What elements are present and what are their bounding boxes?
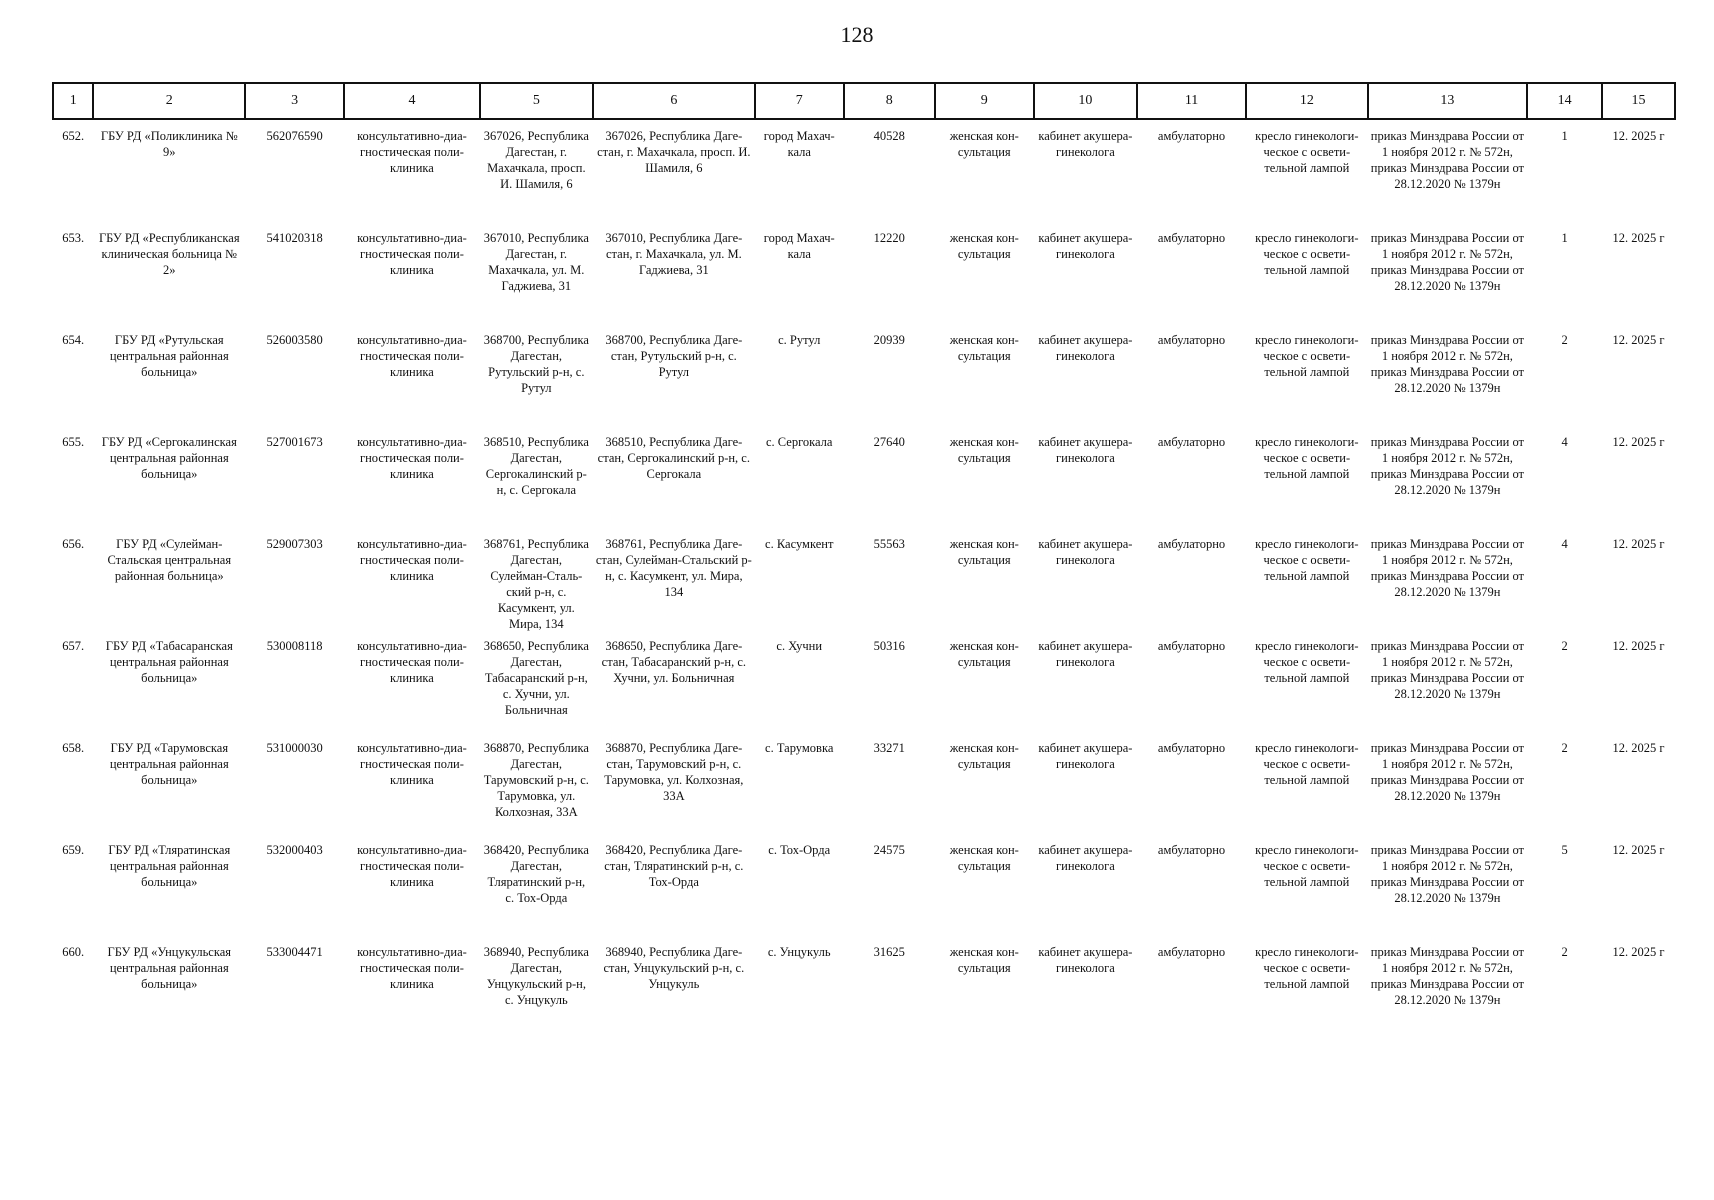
equipment-name: кресло гинекологическое с осветительной лампой (1255, 843, 1359, 889)
locality: с. Сергокала (765, 435, 833, 449)
locality: с. Тох-Орда (768, 843, 831, 857)
room-type: кабинет акушера-гинеколога (1038, 741, 1133, 771)
actual-address: 368650, Республика Дагестан, Табасаранский р-н, с. Хучни, ул. Больничная (601, 639, 746, 685)
actual-address: 368761, Республика Дагестан, Сулейман-Стальский р-н, с. Касумкент, ул. Мира, 134 (595, 537, 752, 599)
column-header: 13 (1368, 83, 1528, 119)
row-number: 655. (62, 435, 85, 449)
organization-name: ГБУ РД «Сергокалинская центральная районная больница» (101, 435, 237, 481)
department: женская консультация (949, 435, 1019, 465)
legal-address: 367026, Республика Дагестан, г. Махачкала, просп. И. Шамиля, 6 (483, 129, 589, 191)
equipment-quantity: 4 (1561, 537, 1568, 551)
registry-body (53, 119, 1675, 1040)
department: женская консультация (949, 333, 1019, 363)
population-count: 27640 (873, 435, 905, 449)
regulatory-order: приказ Минздрава России от 1 ноября 2012 г. № 572н, приказ Минздрава России от 28.12.2020 № 1379н (1370, 639, 1524, 701)
population-count: 55563 (873, 537, 905, 551)
delivery-date: 12. 2025 г (1612, 333, 1665, 347)
equipment-name: кресло гинекологическое с осветительной лампой (1255, 231, 1359, 277)
equipment-name: кресло гинекологическое с осветительной лампой (1255, 435, 1359, 481)
department: женская консультация (949, 945, 1019, 975)
actual-address: 367026, Республика Дагестан, г. Махачкала, просп. И. Шамиля, 6 (597, 129, 751, 175)
equipment-name: кресло гинекологическое с осветительной лампой (1255, 741, 1359, 787)
row-number: 657. (62, 639, 85, 653)
row-number: 660. (62, 945, 85, 959)
column-header: 14 (1527, 83, 1602, 119)
table-row (53, 119, 1675, 224)
column-header: 10 (1034, 83, 1137, 119)
equipment-quantity: 2 (1561, 741, 1568, 755)
care-form: амбулаторно (1157, 741, 1226, 755)
department: женская консультация (949, 741, 1019, 771)
row-number: 654. (62, 333, 85, 347)
equipment-name: кресло гинекологическое с осветительной лампой (1255, 945, 1359, 991)
legal-address: 368870, Республика Дагестан, Тарумовский р-н, с. Тарумовка, ул. Колхозная, 33А (483, 741, 589, 819)
actual-address: 368870, Республика Дагестан, Тарумовский р-н, с. Тарумовка, ул. Колхозная, 33А (604, 741, 744, 803)
facility-type: консультативно-диагностическая поликлиника (357, 231, 467, 277)
column-header: 6 (593, 83, 755, 119)
actual-address: 368510, Республика Дагестан, Сергокалинский р-н, с. Сергокала (597, 435, 750, 481)
organization-name: ГБУ РД «Рутульская центральная районная больница» (109, 333, 229, 379)
delivery-date: 12. 2025 г (1612, 843, 1665, 857)
facility-type: консультативно-диагностическая поликлиника (357, 537, 467, 583)
care-form: амбулаторно (1157, 333, 1226, 347)
equipment-quantity: 2 (1561, 639, 1568, 653)
room-type: кабинет акушера-гинеколога (1038, 435, 1133, 465)
column-header: 2 (93, 83, 245, 119)
column-header: 4 (344, 83, 480, 119)
regulatory-order: приказ Минздрава России от 1 ноября 2012 г. № 572н, приказ Минздрава России от 28.12.2020 № 1379н (1370, 741, 1524, 803)
column-header: 5 (480, 83, 593, 119)
care-form: амбулаторно (1157, 537, 1226, 551)
actual-address: 368700, Республика Дагестан, Рутульский р-н, с. Рутул (605, 333, 743, 379)
locality: город Махачкала (763, 129, 835, 159)
table-row (53, 938, 1675, 1040)
population-count: 31625 (873, 945, 905, 959)
room-type: кабинет акушера-гинеколога (1038, 639, 1133, 669)
organization-code: 526003580 (266, 333, 323, 347)
population-count: 40528 (873, 129, 905, 143)
row-number: 653. (62, 231, 85, 245)
table-row (53, 326, 1675, 428)
column-header: 11 (1137, 83, 1246, 119)
care-form: амбулаторно (1157, 945, 1226, 959)
room-type: кабинет акушера-гинеколога (1038, 129, 1133, 159)
regulatory-order: приказ Минздрава России от 1 ноября 2012 г. № 572н, приказ Минздрава России от 28.12.2020 № 1379н (1370, 333, 1524, 395)
delivery-date: 12. 2025 г (1612, 537, 1665, 551)
legal-address: 368420, Республика Дагестан, Тляратинский р-н, с. Тох-Орда (483, 843, 589, 905)
delivery-date: 12. 2025 г (1612, 231, 1665, 245)
regulatory-order: приказ Минздрава России от 1 ноября 2012 г. № 572н, приказ Минздрава России от 28.12.2020 № 1379н (1370, 231, 1524, 293)
organization-code: 530008118 (266, 639, 323, 653)
department: женская консультация (949, 231, 1019, 261)
table-row (53, 428, 1675, 530)
organization-name: ГБУ РД «Тляратинская центральная районная больница» (108, 843, 231, 889)
organization-code: 531000030 (266, 741, 323, 755)
population-count: 12220 (873, 231, 905, 245)
facility-type: консультативно-диагностическая поликлиника (357, 741, 467, 787)
equipment-name: кресло гинекологическое с осветительной лампой (1255, 129, 1359, 175)
population-count: 50316 (873, 639, 905, 653)
room-type: кабинет акушера-гинеколога (1038, 333, 1133, 363)
organization-code: 541020318 (266, 231, 323, 245)
equipment-name: кресло гинекологическое с осветительной лампой (1255, 639, 1359, 685)
delivery-date: 12. 2025 г (1612, 435, 1665, 449)
column-header: 8 (844, 83, 935, 119)
population-count: 33271 (873, 741, 905, 755)
care-form: амбулаторно (1157, 231, 1226, 245)
organization-name: ГБУ РД «Тарумовская центральная районная больница» (109, 741, 229, 787)
organization-name: ГБУ РД «Республиканская клиническая больница № 2» (98, 231, 240, 277)
locality: с. Тарумовка (765, 741, 834, 755)
organization-name: ГБУ РД «Сулейман-Стальская центральная районная больница» (107, 537, 232, 583)
column-header: 9 (935, 83, 1034, 119)
column-header: 15 (1602, 83, 1675, 119)
regulatory-order: приказ Минздрава России от 1 ноября 2012 г. № 572н, приказ Минздрава России от 28.12.2020 № 1379н (1370, 843, 1524, 905)
equipment-quantity: 5 (1561, 843, 1568, 857)
actual-address: 368940, Республика Дагестан, Унцукульский р-н, с. Унцукуль (603, 945, 745, 991)
column-header: 7 (755, 83, 844, 119)
room-type: кабинет акушера-гинеколога (1038, 231, 1133, 261)
equipment-quantity: 2 (1561, 945, 1568, 959)
department: женская консультация (949, 129, 1019, 159)
equipment-quantity: 2 (1561, 333, 1568, 347)
locality: с. Хучни (776, 639, 823, 653)
facility-type: консультативно-диагностическая поликлиника (357, 129, 467, 175)
room-type: кабинет акушера-гинеколога (1038, 945, 1133, 975)
locality: город Махачкала (763, 231, 835, 261)
care-form: амбулаторно (1157, 639, 1226, 653)
table-row (53, 224, 1675, 326)
regulatory-order: приказ Минздрава России от 1 ноября 2012 г. № 572н, приказ Минздрава России от 28.12.2020 № 1379н (1370, 537, 1524, 599)
population-count: 20939 (873, 333, 905, 347)
legal-address: 368650, Республика Дагестан, Табасаранский р-н, с. Хучни, ул. Больничная (483, 639, 589, 717)
facility-type: консультативно-диагностическая поликлиника (357, 843, 467, 889)
legal-address: 368761, Республика Дагестан, Сулейман-Стальский р-н, с. Касумкент, ул. Мира, 134 (483, 537, 589, 631)
equipment-quantity: 1 (1561, 231, 1568, 245)
row-number: 659. (62, 843, 85, 857)
organization-code: 562076590 (266, 129, 323, 143)
equipment-name: кресло гинекологическое с осветительной лампой (1255, 537, 1359, 583)
facility-type: консультативно-диагностическая поликлиника (357, 639, 467, 685)
organization-code: 527001673 (266, 435, 323, 449)
table-row (53, 836, 1675, 938)
actual-address: 367010, Республика Дагестан, г. Махачкала, ул. М. Гаджиева, 31 (605, 231, 743, 277)
equipment-quantity: 1 (1561, 129, 1568, 143)
regulatory-order: приказ Минздрава России от 1 ноября 2012 г. № 572н, приказ Минздрава России от 28.12.2020 № 1379н (1370, 129, 1524, 191)
organization-code: 529007303 (266, 537, 323, 551)
organization-code: 532000403 (266, 843, 323, 857)
organization-name: ГБУ РД «Унцукульская центральная районная больница» (107, 945, 232, 991)
equipment-quantity: 4 (1561, 435, 1568, 449)
row-number: 658. (62, 741, 85, 755)
department: женская консультация (949, 537, 1019, 567)
legal-address: 368700, Республика Дагестан, Рутульский р-н, с. Рутул (483, 333, 589, 395)
delivery-date: 12. 2025 г (1612, 741, 1665, 755)
table-row (53, 632, 1675, 734)
organization-name: ГБУ РД «Поликлиника № 9» (100, 129, 238, 159)
column-header: 3 (245, 83, 344, 119)
delivery-date: 12. 2025 г (1612, 129, 1665, 143)
organization-code: 533004471 (266, 945, 323, 959)
delivery-date: 12. 2025 г (1612, 639, 1665, 653)
room-type: кабинет акушера-гинеколога (1038, 843, 1133, 873)
column-header: 12 (1246, 83, 1367, 119)
population-count: 24575 (873, 843, 905, 857)
column-header: 1 (53, 83, 93, 119)
actual-address: 368420, Республика Дагестан, Тляратинский р-н, с. Тох-Орда (604, 843, 744, 889)
legal-address: 367010, Республика Дагестан, г. Махачкала, ул. М. Гаджиева, 31 (483, 231, 589, 293)
organization-name: ГБУ РД «Табасаранская центральная районная больница» (105, 639, 233, 685)
equipment-name: кресло гинекологическое с осветительной лампой (1255, 333, 1359, 379)
care-form: амбулаторно (1157, 435, 1226, 449)
facility-type: консультативно-диагностическая поликлиника (357, 945, 467, 991)
department: женская консультация (949, 639, 1019, 669)
regulatory-order: приказ Минздрава России от 1 ноября 2012 г. № 572н, приказ Минздрава России от 28.12.2020 № 1379н (1370, 435, 1524, 497)
care-form: амбулаторно (1157, 129, 1226, 143)
row-number: 652. (62, 129, 85, 143)
locality: с. Рутул (778, 333, 821, 347)
facility-type: консультативно-диагностическая поликлиника (357, 435, 467, 481)
column-number-row (53, 83, 1675, 119)
table-row (53, 530, 1675, 632)
locality: с. Касумкент (765, 537, 834, 551)
room-type: кабинет акушера-гинеколога (1038, 537, 1133, 567)
registry-table (52, 82, 1676, 1040)
regulatory-order: приказ Минздрава России от 1 ноября 2012 г. № 572н, приказ Минздрава России от 28.12.2020 № 1379н (1370, 945, 1524, 1007)
department: женская консультация (949, 843, 1019, 873)
table-row (53, 734, 1675, 836)
row-number: 656. (62, 537, 85, 551)
care-form: амбулаторно (1157, 843, 1226, 857)
locality: с. Унцукуль (767, 945, 831, 959)
page-number: 128 (840, 22, 874, 47)
legal-address: 368510, Республика Дагестан, Сергокалинский р-н, с. Сергокала (483, 435, 589, 497)
delivery-date: 12. 2025 г (1612, 945, 1665, 959)
legal-address: 368940, Республика Дагестан, Унцукульский р-н, с. Унцукуль (483, 945, 589, 1007)
facility-type: консультативно-диагностическая поликлиника (357, 333, 467, 379)
